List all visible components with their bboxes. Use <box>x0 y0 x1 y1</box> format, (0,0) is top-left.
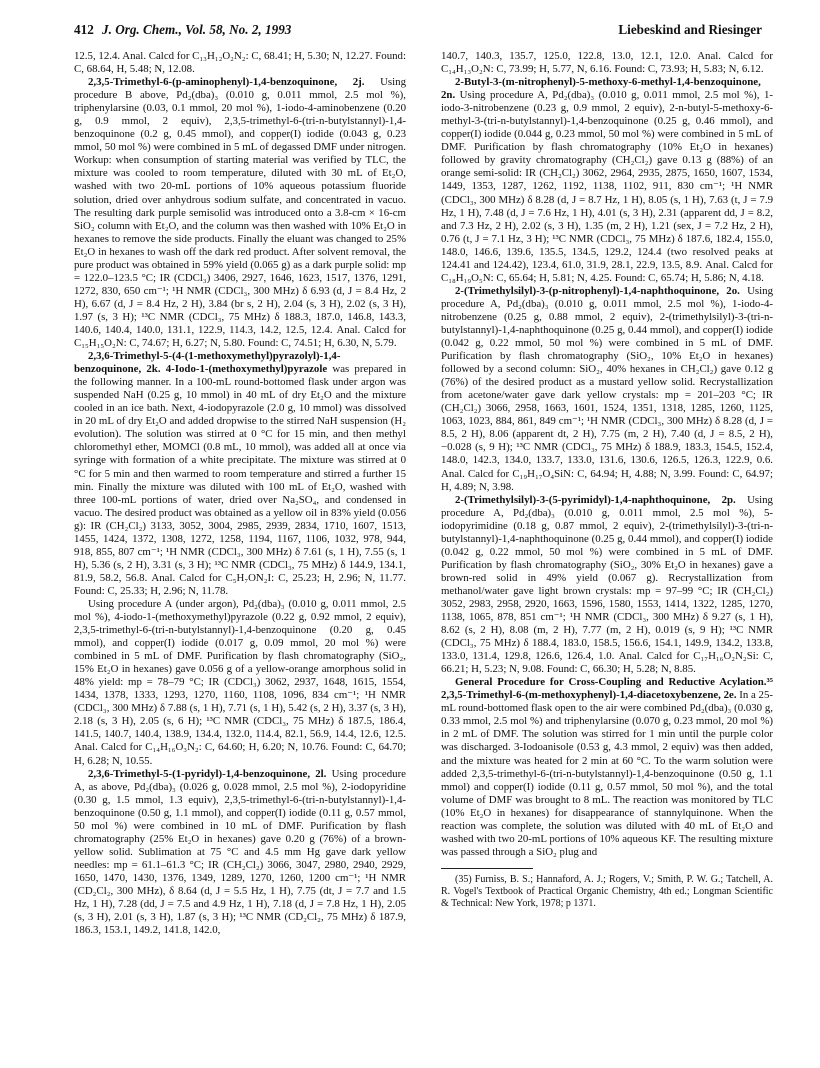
right-column <box>441 50 773 910</box>
running-authors: Liebeskind and Riesinger <box>618 22 762 37</box>
paragraph <box>441 285 773 494</box>
paragraph-text: Using procedure A (under argon), Pd₂(dba)₃ (0.010 g, 0.011 mmol, 2.5 mol %), 4-iodo-1-(methoxymethyl)pyrazole (0.22 g, 0.92 mmol, 2 equiv), 2,3,5-trimethyl-6-(tri-n-butylstannyl)-1,4-benzoquinone (0.20 g, 0.45 mmol), and copper(I) iodide (0.017 g, 0.09 mmol, 20 mol %) were combined in 5 mL of DMF. Purification by flash chromatography (SiO₂, 15% Et₂O in hexanes) gave 0.056 g of a yellow-orange amorphous solid in 48% yield: mp = 78–79 °C; IR (CDCl₃) 3062, 2937, 1648, 1615, 1554, 1434, 1378, 1333, 1293, 1270, 1160, 1108, 1096, 834 cm⁻¹; ¹H NMR (CDCl₃, 300 MHz) δ 7.88 (s, 1 H), 7.71 (s, 1 H), 5.42 (s, 2 H), 3.37 (s, 3 H), 2.18 (s, 3 H), 2.05 (s, 6 H); ¹³C NMR (CDCl₃, 75 MHz) δ 187.5, 186.4, 141.5, 140.7, 140.4, 138.9, 134.4, 132.0, 114.4, 82.1, 56.9, 14.4, 12.6, 12.5. Anal. Calcd for C₁₄H₁₆O₃N₂: C, 64.60; H, 6.20; N, 10.76. Found: C, 64.70; H, 6.28; N, 10.55. <box>74 597 406 767</box>
running-header <box>74 22 762 40</box>
paragraph-text: 140.7, 140.3, 135.7, 125.0, 122.8, 13.0, 12.1, 12.0. Anal. Calcd for C₁₄H₁₃O₂N: C, 73.99; H, 5.77, N, 6.16. Found: C, 73.93; H, 5.83; N, 6.12. <box>441 50 773 76</box>
compound-title: 2-(Trimethylsilyl)-3-(p-nitrophenyl)-1,4-naphthoquinone, 2o. <box>455 284 740 297</box>
paragraph <box>441 494 773 677</box>
journal-citation: J. Org. Chem., Vol. 58, No. 2, 1993 <box>102 22 292 37</box>
paragraph <box>74 76 406 350</box>
paragraph-text: Using procedure B above, Pd₂(dba)₃ (0.010 g, 0.011 mmol, 2.5 mol %), triphenylarsine (0.03, 0.1 mmol, 20 mol %), 1-iodo-4-aminobenzene (0.20 g, 0.9 mmol, 2 equiv), 2,3,5-trimethyl-6-(tri-n-butylstannyl)-1,4-benzoquinone (0.2 g, 0.45 mmol), and copper(I) iodide (0.043 g, 0.23 mmol, 50 mol %) were combined in 5 mL of degassed DMF under nitrogen. Workup: when consumption of starting material was verified by TLC, the mixture was cooled to room temperature, diluted with 30 mL of Et₂O, washed with two 20-mL portions of 10% aqueous potassium fluoride solution, dried over anhydrous sodium sulfate, and concentrated in vacuo. The resulting dark purple semisolid was introduced onto a 3.8-cm × 16-cm SiO₂ column with Et₂O, and the column was then washed with 10% Et₂O in hexanes to remove the side products. Finally the eluant was changed to 25% Et₂O in hexanes to wash off the dark red product. After solvent removal, the pure product was obtained in 59% yield (0.065 g) as a dark purple solid: mp = 122.0–123.5 °C; IR (CDCl₃) 3406, 2927, 1646, 1623, 1517, 1376, 1291, 1272, 830, 650 cm⁻¹; ¹H NMR (CDCl₃, 300 MHz) δ 6.93 (d, J = 8.4 Hz, 2 H), 6.67 (d, J = 8.4 Hz, 2 H), 3.84 (br s, 2 H), 2.04 (s, 3 H), 2.02 (s, 3 H), 1.97 (s, 3 H); ¹³C NMR (CDCl₃, 75 MHz) δ 188.3, 187.0, 146.8, 143.3, 140.6, 140.4, 140.0, 131.1, 122.9, 114.3, 14.2, 12.5, 12.4. Anal. Calcd for C₁₅H₁₅O₂N: C, 74.67; H, 6.27; N, 5.80. Found: C, 74.51; H, 6.30, N, 5.79. <box>74 76 406 350</box>
paragraph <box>74 598 406 768</box>
paragraph-text: Using procedure A, Pd₂(dba)₃ (0.010 g, 0.011 mmol, 2.5 mol %), 5-iodopyrimidine (0.18 g, 0.87 mmol, 2 equiv), 2-(trimethylsilyl)-3-(tri-n-butylstannyl)-1,4-naphthoquinone (0.25 g, 0.44 mmol), and copper(I) iodide (0.042 g, 0.22 mmol, 50 mol %) were combined in 5 mL of DMF. Purification by flash chromatography (SiO₂, 30% Et₂O in hexanes) gave a brown-red solid in 49% yield (0.067 g). Recrystallization from methanol/water gave light brown crystals: mp = 97–99 °C; IR (CH₂Cl₂) 3052, 2983, 2958, 2920, 1663, 1596, 1580, 1553, 1414, 1322, 1285, 1270, 1138, 1065, 878, 851 cm⁻¹; ¹H NMR (CDCl₃, 300 MHz) δ 9.27 (s, 1 H), 8.62 (s, 2 H), 8.08 (m, 2 H), 7.77 (m, 2 H), 0.019 (s, 9 H); ¹³C NMR (CDCl₃, 75 MHz) δ 188.4, 183.0, 158.5, 156.6, 154.1, 149.9, 134.2, 133.8, 133.0, 131.4, 129.8, 126.6, 126.4, 1.0. Anal. Calcd for C₁₇H₁₆O₂N₂Si: C, 66.21; H, 5.23; N, 9.08. Found: C, 66.30; H, 5.28; N, 8.85. <box>441 493 773 676</box>
paragraph <box>74 768 406 938</box>
footnote-divider <box>441 868 533 869</box>
paragraph-text: Using procedure A, Pd₂(dba)₃ (0.010 g, 0.011 mmol, 2.5 mol %), 1-iodo-3-nitrobenzene (0.23 g, 0.9 mmol, 2 equiv), 2-n-butyl-5-methoxy-6-methyl-3-(tri-n-butylstannyl)-1,4-benzoquinone (0.25 g, 0.46 mmol), and copper(I) iodide (0.044 g, 0.23 mmol, 50 mol %) were combined in 5 mL of DMF. Purification by flash chromatography (10% Et₂O in hexanes) followed by gravity chromatography (CH₂Cl₂) gave 0.13 g (88%) of an orange semi-solid: IR (CH₂Cl₂) 3062, 2964, 2935, 2875, 1650, 1607, 1534, 1449, 1353, 1287, 1262, 1192, 1138, 1102, 911, 830 cm⁻¹; ¹H NMR (CDCl₃, 300 MHz) δ 8.28 (d, J = 8.7 Hz, 1 H), 8.05 (s, 1 H), 7.63 (t, J = 7.9 Hz, 1 H), 7.48 (d, J = 7.6 Hz, 1 H), 4.01 (s, 3 H), 2.31 (apparent dd, J = 8.2, and 7.3 Hz, 2 H), 2.02 (s, 3 H), 1.35 (m, 2 H), 1.21 (sex, J = 7.2 Hz, 2 H), 0.76 (t, J = 7.1 Hz, 3 H); ¹³C NMR (CDCl₃, 75 MHz) δ 187.6, 182.4, 155.0, 148.0, 146.6, 139.6, 135.5, 134.5, 129.2, 124.4 (two resolved peaks at 124.41 and 124.42), 123.4, 61.0, 31.9, 28.1, 22.9, 13.5, 8.9. Anal. Calcd for C₁₈H₁₉O₅N: C, 65.64; H, 5.81; N, 4.25. Found: C, 65.74; H, 5.86; N, 4.18. <box>441 89 773 284</box>
paragraph-text: Using procedure A, Pd₂(dba)₃ (0.010 g, 0.011 mmol, 2.5 mol %), 1-iodo-4-nitrobenzene (0.25 g, 0.88 mmol, 2 equiv), 2-(trimethylsilyl)-3-(tri-n-butylstannyl)-1,4-naphthoquinone (0.25 g, 0.44 mmol), and copper(I) iodide (0.042 g, 0.22 mmol, 50 mol %) were combined in 5 mL of DMF. Purification by flash chromatography (SiO₂, 10% Et₂O in hexanes) followed by a second column: SiO₂, 40% hexanes in CH₂Cl₂) gave 0.12 g (76%) of the desired product as a mustard yellow solid. Recrystallization from acetone/water gave dark yellow crystals: mp = 201–203 °C; IR (CH₂Cl₂) 3066, 2958, 1663, 1601, 1524, 1351, 1318, 1285, 1260, 1125, 1063, 1023, 884, 861, 849 cm⁻¹; ¹H NMR (CDCl₃, 300 MHz) δ 8.28 (d, J = 8.5, 2 H), 8.06 (apparent dt, 2 H), 7.75 (m, 2 H), 7.40 (d, J = 8.5, 2 H), −0.028 (s, 9 H); ¹³C NMR (CDCl₃, 75 MHz) δ 188.9, 183.3, 154.5, 152.4, 148.0, 142.3, 134.0, 133.7, 133.0, 131.6, 130.6, 126.5, 126.3, 122.9, 0.6. Anal. Calcd for C₁₉H₁₇O₄SiN: C, 64.94; H, 4.88; N, 3.99. Found: C, 64.97; H, 4.89; N, 3.98. <box>441 284 773 493</box>
paragraph-text: was prepared in the following manner. In a 100-mL round-bottomed flask under argon was suspended NaH (0.25 g, 10 mmol) in 40 mL of dry Et₂O and the mixture cooled in an ice bath. Next, 4-iodopyrazole (2.0 g, 10 mmol) was dissolved in 20 mL of dry Et₂O and added dropwise to the stirred NaH suspension (H₂ evolution). The solution was stirred at 0 °C for 15 min, and then methyl chloromethyl ether, MOMCl (0.8 mL, 10 mmol), was added all at once via syringe with formation of a white precipitate. The mixture was stirred at 0 °C for 5 min and then warmed to room temperature and stirred a further 15 min. Finally the mixture was diluted with 100 mL of Et₂O, washed with three 100-mL portions of water, dried over Na₂SO₄, and condensed in vacuo. The desired product was obtained as a yellow oil in 83% yield (0.056 g): IR (CH₂Cl₂) 3133, 3052, 3004, 2985, 2939, 2834, 1710, 1607, 1513, 1455, 1424, 1372, 1308, 1272, 1258, 1194, 1167, 1106, 1032, 978, 944, 918, 855, 807 cm⁻¹; ¹H NMR (CDCl₃, 300 MHz) δ 7.61 (s, 1 H), 7.55 (s, 1 H), 5.36 (s, 2 H), 3.31 (s, 3 H); ¹³C NMR (CDCl₃, 75 MHz) δ 144.9, 134.1, 81.9, 58.2, 56.8. Anal. Calcd for C₅H₇ON₂I: C, 25.23; H, 2.96; N, 11.77. Found: C, 25.33; H, 2.96; N, 11.78. <box>74 363 406 597</box>
paragraph <box>441 76 773 285</box>
compound-title: 2,3,6-Trimethyl-5-(4-(1-methoxymethyl)pyrazolyl)-1,4-benzoquinone, 2k. 4-Iodo-1-(methoxymethyl)pyrazole <box>74 350 341 376</box>
compound-title: 2,3,5-Trimethyl-6-(p-aminophenyl)-1,4-benzoquinone, 2j. <box>88 76 365 89</box>
compound-title: 2-Butyl-3-(m-nitrophenyl)-5-methoxy-6-methyl-1,4-benzoquinone, 2n. <box>441 76 761 102</box>
page-number: 412 <box>74 22 94 37</box>
paragraph <box>441 50 773 76</box>
left-column <box>74 50 406 937</box>
compound-title: 2-(Trimethylsilyl)-3-(5-pyrimidyl)-1,4-naphthoquinone, 2p. <box>455 493 736 506</box>
paragraph <box>441 676 773 859</box>
footnote: (35) Furniss, B. S.; Hannaford, A. J.; Rogers, V.; Smith, P. W. G.; Tatchell, A. R. Vogel's Textbook of Practical Organic Chemistry, 4th ed.; Longman Scientific & Technical: New York, 1978; p 1371. <box>441 873 773 909</box>
paragraph-text: In a 25-mL round-bottomed flask open to the air were combined Pd₂(dba)₃ (0.030 g, 0.33 mmol, 2.5 mol %) and triphenylarsine (0.070 g, 0.23 mmol, 20 mol %) in 2 mL of DMF. The solution was stirred for 1 min until the purple color was discharged. 3-Iodoanisole (0.53 g, 4.3 mmol, 2 equiv) was then added, and the mixture was heated for 2 min at 60 °C. To the warm solution were added 2,3,5-trimethyl-6-(tri-n-butylstannyl)-1,4-benzoquinone (0.50 g, 1.1 mmol) and copper(I) iodide (0.11 g, 0.57 mmol, 50 mol %), and the total volume of DMF was brought to 8 mL. The reaction was monitored by TLC (10% Et₂O in hexanes) for disappearance of stannylquinone. When the reaction was complete, the solution was diluted with 40 mL of Et₂O and washed with two 20-mL portions of 10% aqueous KF. The resulting mixture was passed through a SiO₂ plug and <box>441 689 773 858</box>
paragraph-text: 12.5, 12.4. Anal. Calcd for C₁₃H₁₂O₂N₂: C, 68.41; H, 5.30; N, 12.27. Found: C, 68.64, H, 5.48; N, 12.08. <box>74 50 406 76</box>
compound-title: General Procedure for Cross-Coupling and Reductive Acylation.³⁵ 2,3,5-Trimethyl-6-(m-methoxyphenyl)-1,4-diacetoxybenzene, 2e. <box>441 676 773 702</box>
paragraph-text: Using procedure A, as above, Pd₂(dba)₃ (0.026 g, 0.028 mmol, 2.5 mol %), 2-iodopyridine (0.30 g, 1.5 mmol, 1.3 equiv), 2,3,5-trimethyl-6-(tri-n-butylstannyl)-1,4-benzoquinone (0.50 g, 1.1 mmol), and copper(I) iodide (0.11 g, 0.57 mmol, 50 mol %) were combined in 10 mL of DMF. Purification by flash chromatography (25% Et₂O in hexanes) gave 0.20 g (76%) of a brown-yellow solid. Sublimation at 75 °C and 4.5 mm Hg gave dark yellow needles: mp = 61.1–61.3 °C; IR (CH₂Cl₂) 3066, 3047, 2980, 2940, 2929, 1650, 1470, 1430, 1376, 1349, 1289, 1270, 1260, 1200 cm⁻¹; ¹H NMR (CD₂Cl₂, 300 MHz), δ 8.64 (d, J = 5.5 Hz, 1 H), 7.75 (dt, J = 7.7 and 1.5 Hz, 1 H), 7.28 (dd, J = 7.5 and 4.9 Hz, 1 H), 7.18 (d, J = 7.8 Hz, 1 H), 2.05 (s, 3 H), 2.01 (s, 3 H), 1.87 (s, 3 H); ¹³C NMR (CD₂Cl₂, 75 MHz) δ 187.9, 186.3, 153.1, 149.2, 141.8, 142.0, <box>74 767 406 937</box>
paragraph <box>74 50 406 76</box>
paragraph <box>74 350 406 598</box>
compound-title: 2,3,6-Trimethyl-5-(1-pyridyl)-1,4-benzoquinone, 2l. <box>88 767 327 780</box>
